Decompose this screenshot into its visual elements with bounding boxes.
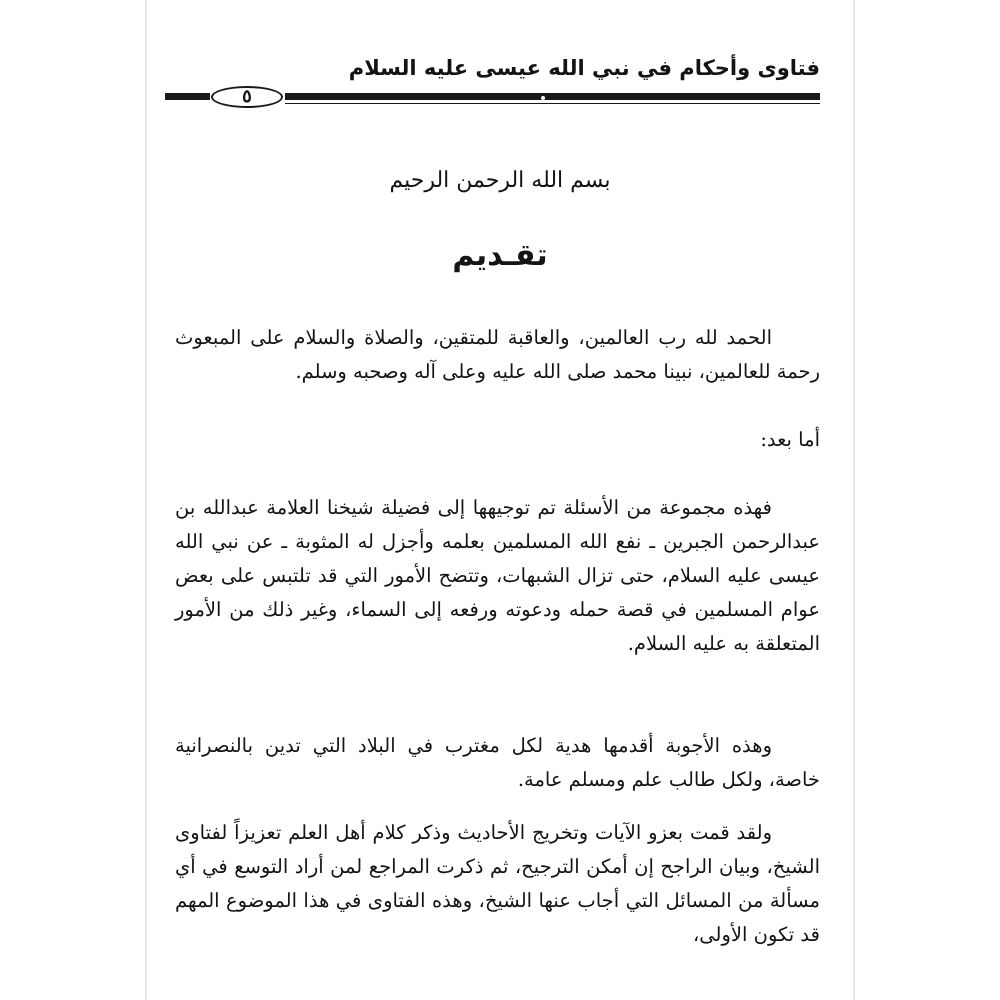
paragraph-amma-baad: أما بعد:	[760, 428, 820, 451]
paragraph-opening: الحمد لله رب العالمين، والعاقبة للمتقين، والصلاة والسلام على المبعوث رحمة للعالمين، نبينا محمد صلى الله عليه وعلى آله وصحبه وسلم.	[175, 326, 820, 383]
header-rule-left-bar	[165, 93, 210, 100]
section-heading: تقـديم	[452, 238, 548, 273]
page-number: ٥	[211, 86, 283, 108]
paragraph-method: ولقد قمت بعزو الآيات وتخريج الأحاديث وذكر كلام أهل العلم تعزيزاً لفتاوى الشيخ، وبيان الراجح إن أمكن الترجيح، ثم ذكرت المراجع لمن أراد التوسع في أي مسألة من المسائل التي أجاب عنها الشيخ، وهذه الفتاوى في هذا الموضوع المهم قد تكون الأولى،	[175, 821, 820, 946]
header-rule-right-bar	[285, 93, 820, 100]
basmala: بسم الله الرحمن الرحيم	[389, 168, 611, 193]
header-rule-thin-line	[285, 103, 820, 104]
header-rule	[165, 86, 820, 108]
header-rule-ornament	[541, 96, 545, 100]
page-edge-left	[145, 0, 147, 1000]
page-edge-right	[853, 0, 855, 1000]
paragraph-collection: فهذه مجموعة من الأسئلة تم توجيهها إلى فضيلة شيخنا العلامة عبدالله بن عبدالرحمن الجبرين ـ نفع الله المسلمين بعلمه وأجزل له المثوبة ـ عن نبي الله عيسى عليه السلام، حتى تزال الشبهات، وتتضح الأمور التي قد تلتبس على بعض عوام المسلمين في قصة حمله ودعوته ورفعه إلى السماء، وغير ذلك من الأمور المتعلقة به عليه السلام.	[175, 496, 820, 655]
running-header-title: فتاوى وأحكام في نبي الله عيسى عليه السلام	[348, 56, 820, 80]
paragraph-gift: وهذه الأجوبة أقدمها هدية لكل مغترب في البلاد التي تدين بالنصرانية خاصة، ولكل طالب علم ومسلم عامة.	[175, 734, 820, 791]
